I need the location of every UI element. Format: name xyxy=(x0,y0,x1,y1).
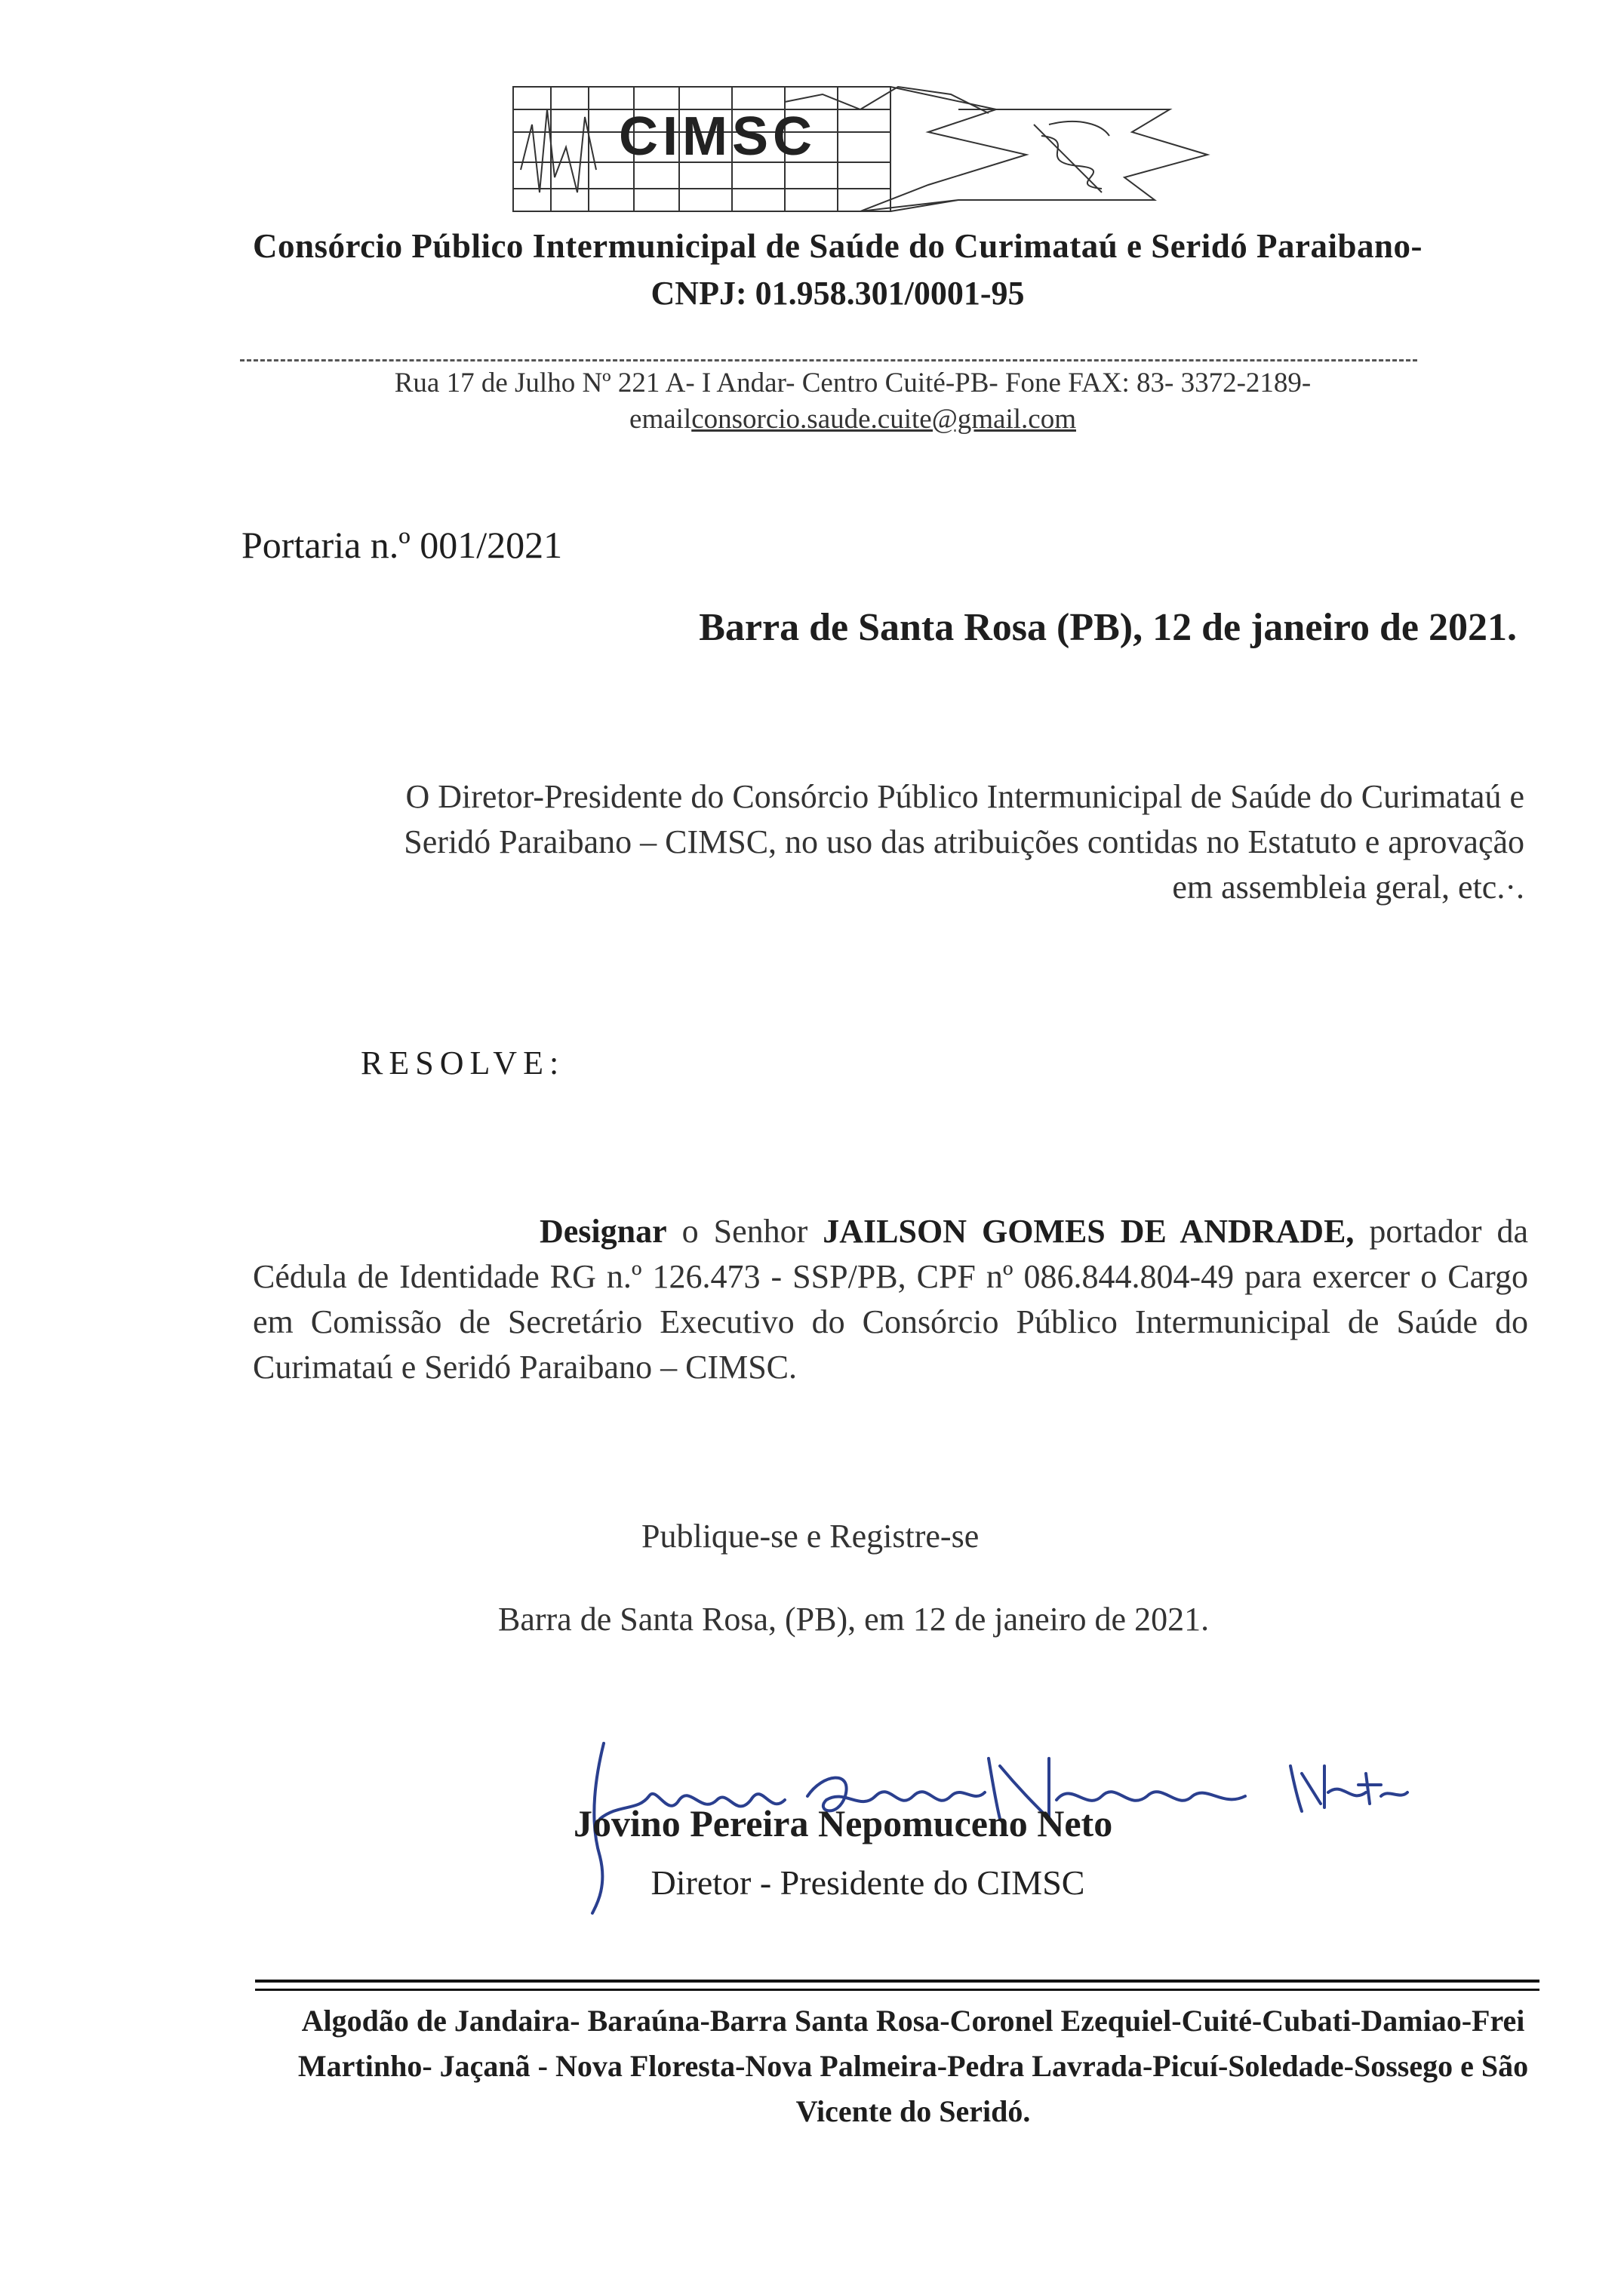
closing-place-date: Barra de Santa Rosa, (PB), em 12 de janeiro de 2021. xyxy=(498,1601,1210,1638)
designation-paragraph xyxy=(253,1209,1528,1390)
designation-pre-name: o Senhor xyxy=(681,1213,808,1250)
publish-register: Publique-se e Registre-se xyxy=(641,1518,980,1555)
address: Rua 17 de Julho Nº 221 A- I Andar- Centro Cuité-PB- Fone FAX: 83- 3372-2189- xyxy=(394,368,1312,398)
designation-details: portador da Cédula de Identidade RG n.º 126.473 - SSP/PB, CPF nº 086.844.804-49 para exercer o Cargo em Comissão de Secretário Executivo do Consórcio Público Intermunicipal de Saúde do Curimataú e Seridó Paraibano – CIMSC. xyxy=(253,1213,1528,1386)
signer-role: Diretor - Presidente do CIMSC xyxy=(651,1863,1085,1902)
header-divider xyxy=(240,359,1417,361)
member-municipalities: Algodão de Jandaira- Baraúna-Barra Santa Rosa-Coronel Ezequiel-Cuité-Cubati-Damiao-Frei Martinho- Jaçanã - Nova Floresta-Nova Palmeira-Pedra Lavrada-Picuí-Soledade-Sossego e São Vicente do Seridó. xyxy=(297,2004,1529,2128)
designation-verb: Designar xyxy=(540,1213,667,1250)
email-line xyxy=(264,403,1441,435)
footer-rule-bottom xyxy=(255,1989,1539,1991)
organization-name: Consórcio Público Intermunicipal de Saúde do Curimataú e Seridó Paraibano- xyxy=(252,227,1423,265)
email-link[interactable]: consorcio.saude.cuite@gmail.com xyxy=(691,404,1076,435)
document-date: Barra de Santa Rosa (PB), 12 de janeiro de 2021. xyxy=(699,606,1517,649)
preamble-paragraph: O Diretor-Presidente do Consórcio Público Intermunicipal de Saúde do Curimataú e Seridó Paraibano – CIMSC, no uso das atribuições contidas no Estatuto e aprovação em assembleia geral, etc.·. xyxy=(404,778,1524,906)
svg-text:CIMSC: CIMSC xyxy=(619,106,817,167)
portaria-number: Portaria n.º 001/2021 xyxy=(241,524,563,566)
resolve-heading: RESOLVE: xyxy=(361,1044,565,1081)
email-prefix: email xyxy=(629,404,692,435)
cimsc-logo xyxy=(506,79,1245,230)
designee-name: JAILSON GOMES DE ANDRADE, xyxy=(823,1213,1355,1250)
footer-rule-top xyxy=(255,1980,1539,1983)
cnpj: CNPJ: 01.958.301/0001-95 xyxy=(651,275,1025,312)
signer-name: Jovino Pereira Nepomuceno Neto xyxy=(574,1802,1113,1844)
